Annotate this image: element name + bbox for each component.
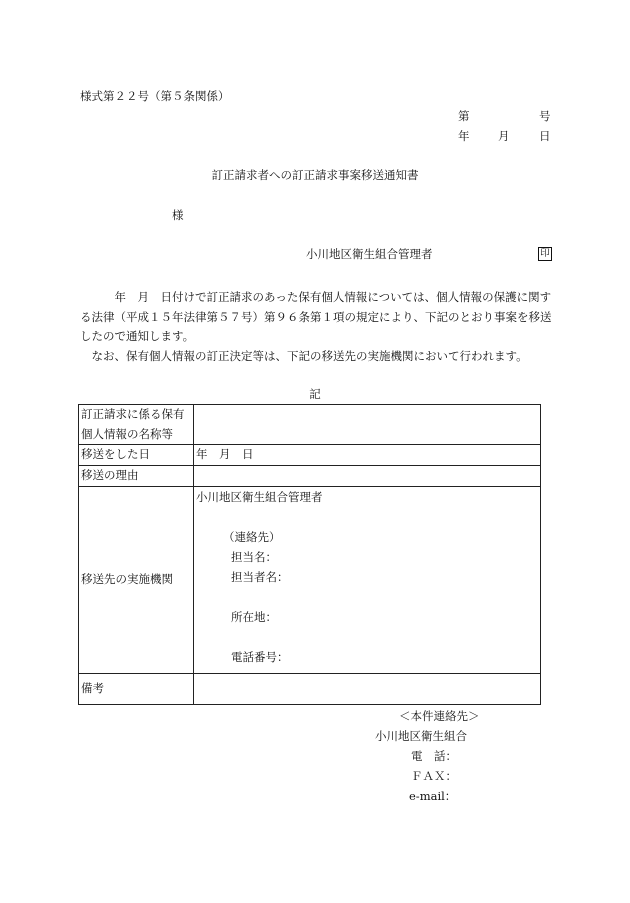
footer-org: 小川地区衛生組合 (375, 729, 467, 743)
body-text (80, 288, 552, 366)
contact-person: 担当者名： (231, 570, 289, 584)
table-row (79, 674, 541, 705)
date-day: 日 (539, 129, 551, 143)
remarks-value (194, 674, 541, 705)
date-year: 年 (458, 129, 470, 143)
form-number: 様式第２２号（第５条関係） (80, 89, 230, 103)
footer-heading: ＜本件連絡先＞ (399, 709, 480, 723)
transfer-date-value: 年 月 日 (194, 445, 541, 466)
destination-agency-value (194, 487, 541, 674)
transfer-date-label: 移送をした日 (79, 445, 194, 466)
doc-number-prefix: 第 (458, 109, 470, 123)
table-row (79, 405, 541, 445)
remarks-label: 備考 (79, 674, 194, 705)
table-row (79, 466, 541, 487)
doc-number-suffix: 号 (539, 109, 551, 123)
document-title: 訂正請求者への訂正請求事案移送通知書 (211, 168, 419, 182)
footer-fax: ＦＡＸ： (411, 769, 457, 783)
contact-address: 所在地： (231, 610, 277, 624)
body-paragraph-1: 年 月 日付けで訂正請求のあった保有個人情報については、個人情報の保護に関する法律（平成１５年法律第５７号）第９６条第１項の規定により、下記のとおり事案を移送したので通知します。 (80, 290, 552, 343)
transfer-reason-label: 移送の理由 (79, 466, 194, 487)
contact-phone: 電話番号： (231, 650, 289, 664)
transfer-details-table (78, 404, 541, 705)
seal-mark: 印 (538, 247, 552, 261)
footer-email: e-mail： (409, 789, 457, 803)
contact-heading: （連絡先） (223, 530, 281, 544)
destination-org: 小川地区衛生組合管理者 (196, 490, 323, 504)
footer-tel: 電 話： (411, 749, 457, 763)
sender-name: 小川地区衛生組合管理者 (306, 247, 433, 261)
info-name-label: 訂正請求に係る保有個人情報の名称等 (79, 405, 194, 445)
info-name-value (194, 405, 541, 445)
body-paragraph-2: なお、保有個人情報の訂正決定等は、下記の移送先の実施機関において行われます。 (80, 348, 528, 363)
table-row (79, 487, 541, 674)
addressee-sama: 様 (172, 208, 184, 222)
date-month: 月 (498, 129, 510, 143)
contact-dept: 担当名： (231, 550, 277, 564)
ki-heading: 記 (309, 387, 321, 401)
destination-agency-label: 移送先の実施機関 (79, 487, 194, 674)
transfer-reason-value (194, 466, 541, 487)
table-row (79, 445, 541, 466)
